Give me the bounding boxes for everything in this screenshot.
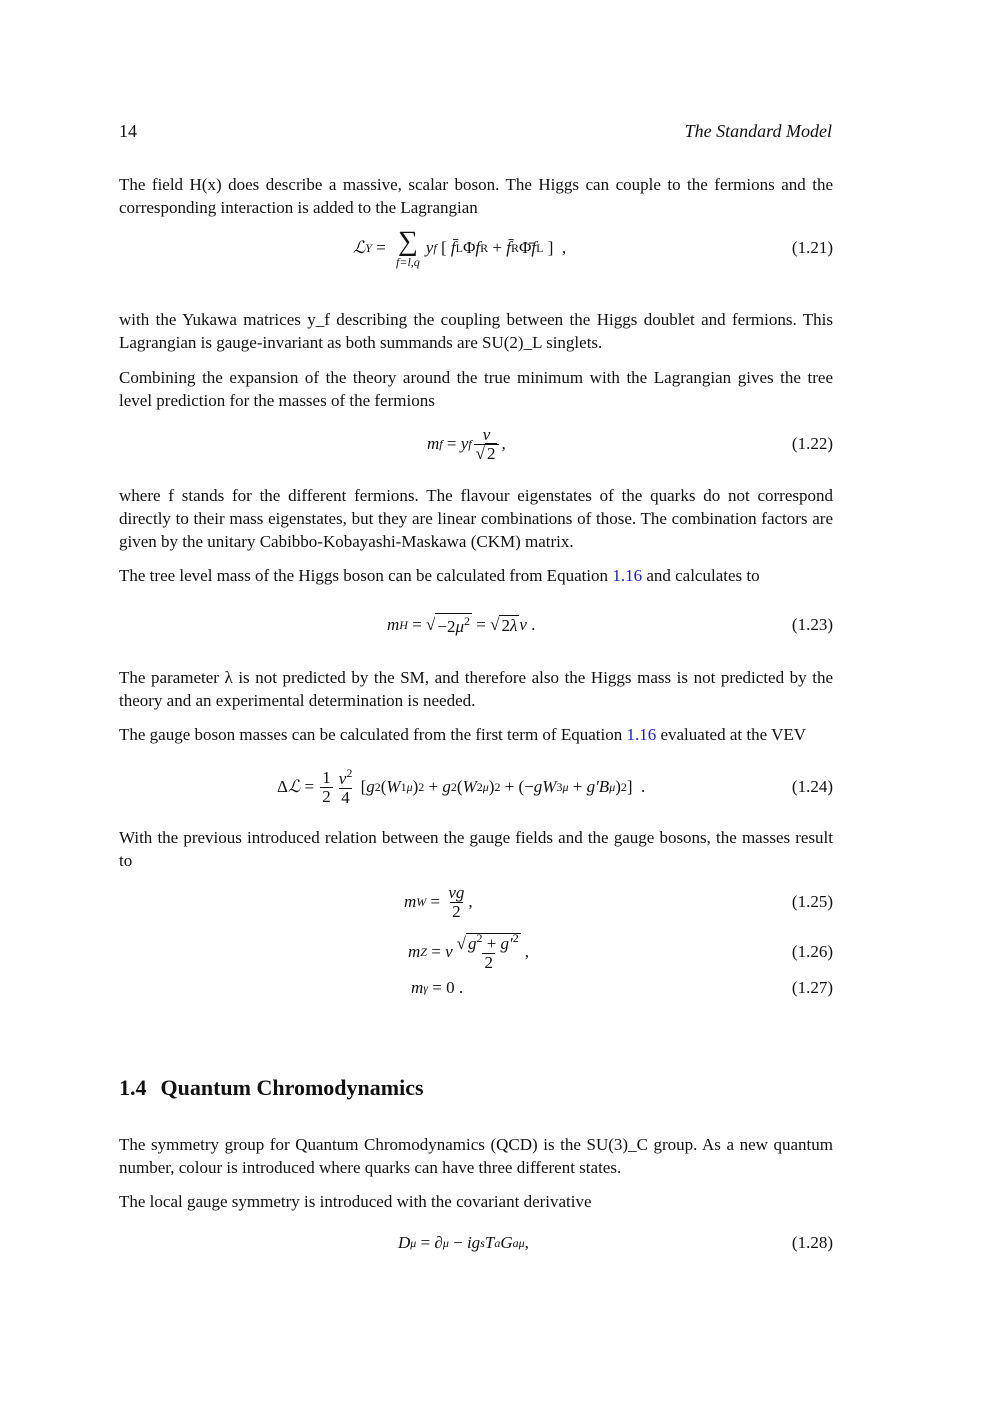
equation-body: Δ ℒ = $\frac{1}{2}$ $\frac{v^2}{4}$ [ g 2 ( W 1 μ ) 2 + g 2 ( W 2 μ ) 2 + (− gW 3 μ + g′B μ ) 2 ] . bbox=[277, 766, 646, 807]
paragraph-5-text-after: and calculates to bbox=[646, 566, 760, 585]
paragraph-4: where f stands for the different fermions. The flavour eigenstates of the quarks do not correspond directly to their mass eigenstates, but they are linear combinations of those. The combination factors are given by the unitary Cabibbo-Kobayashi-Maskawa (CKM) matrix. bbox=[119, 486, 833, 551]
equation-body: m W = $\frac{vg}{2}$ , bbox=[404, 882, 473, 921]
section-heading bbox=[119, 1075, 424, 1101]
paragraph-7-text-before: The gauge boson masses can be calculated from the first term of Equation bbox=[119, 725, 623, 744]
equation-1-28 bbox=[119, 1223, 833, 1263]
paragraph-10: The local gauge symmetry is introduced with the covariant derivative bbox=[119, 1192, 592, 1211]
section-title: Quantum Chromodynamics bbox=[160, 1075, 424, 1100]
equation-reference-link[interactable]: 1.16 bbox=[626, 725, 657, 744]
paragraph-7-text-after: evaluated at the VEV bbox=[660, 725, 807, 744]
paragraph-5 bbox=[119, 564, 833, 587]
equation-reference-link[interactable]: 1.16 bbox=[612, 566, 643, 585]
paragraph-5-text-before: The tree level mass of the Higgs boson can be calculated from Equation bbox=[119, 566, 609, 585]
equation-1-25 bbox=[119, 882, 833, 922]
equation-body: D μ = ∂ μ − ig s T a G a μ , bbox=[398, 1233, 529, 1252]
equation-1-22 bbox=[119, 424, 833, 464]
equation-1-23 bbox=[119, 605, 833, 645]
equation-body: m f = y f $\frac{v}{√ 2}$ , bbox=[427, 424, 506, 463]
paragraph-2: with the Yukawa matrices y_f describing the coupling between the Higgs doublet and fermions. This Lagrangian is gauge-invariant as both summands are SU(2)_L singlets. bbox=[119, 310, 833, 352]
equation-body: m γ = 0 . bbox=[411, 978, 464, 997]
paragraph-6: The parameter λ is not predicted by the SM, and therefore also the Higgs mass is not predicted by the theory and an experimental determination is needed. bbox=[119, 668, 833, 710]
paragraph-7 bbox=[119, 723, 833, 746]
paragraph-9: The symmetry group for Quantum Chromodynamics (QCD) is the SU(3)_C group. As a new quantum number, colour is introduced where quarks can have three different states. bbox=[119, 1135, 833, 1177]
equation-number: (1.25) bbox=[791, 892, 833, 911]
sum-limits: f=l,q bbox=[396, 255, 420, 269]
equation-number: (1.27) bbox=[791, 978, 833, 997]
equation-number: (1.22) bbox=[791, 434, 833, 453]
equation-1-26 bbox=[119, 932, 833, 972]
page-number: 14 bbox=[119, 121, 137, 141]
equation-1-27 bbox=[119, 968, 833, 1008]
equation-number: (1.26) bbox=[791, 942, 833, 961]
paragraph-8: With the previous introduced relation between the gauge fields and the gauge bosons, the masses result to bbox=[119, 828, 833, 870]
paragraph-3: Combining the expansion of the theory around the true minimum with the Lagrangian gives the tree level prediction for the masses of the fermions bbox=[119, 368, 833, 410]
equation-number: (1.24) bbox=[791, 777, 833, 796]
equation-number: (1.28) bbox=[791, 1233, 833, 1252]
equation-number: (1.23) bbox=[791, 615, 833, 634]
running-title: The Standard Model bbox=[684, 121, 832, 141]
equation-number: (1.21) bbox=[791, 238, 833, 257]
equation-1-24 bbox=[119, 767, 833, 807]
paragraph-1: The field H(x) does describe a massive, scalar boson. The Higgs can couple to the fermions and the corresponding interaction is added to the Lagrangian bbox=[119, 175, 833, 217]
section-number: 1.4 bbox=[119, 1075, 147, 1100]
equation-body: m Z = v $\frac{√ g^2 + g'^2}{2}$ , bbox=[408, 931, 530, 972]
equation-1-21 bbox=[119, 228, 833, 268]
equation-body: m H = √ $-2\mu^2$ = √ 2λ v . bbox=[387, 614, 536, 636]
equation-body: ℒ Y = ∑ f=l,q y f [ f̄ L Φ f R + f̄ R Φ̄ f L ] , bbox=[353, 226, 567, 269]
